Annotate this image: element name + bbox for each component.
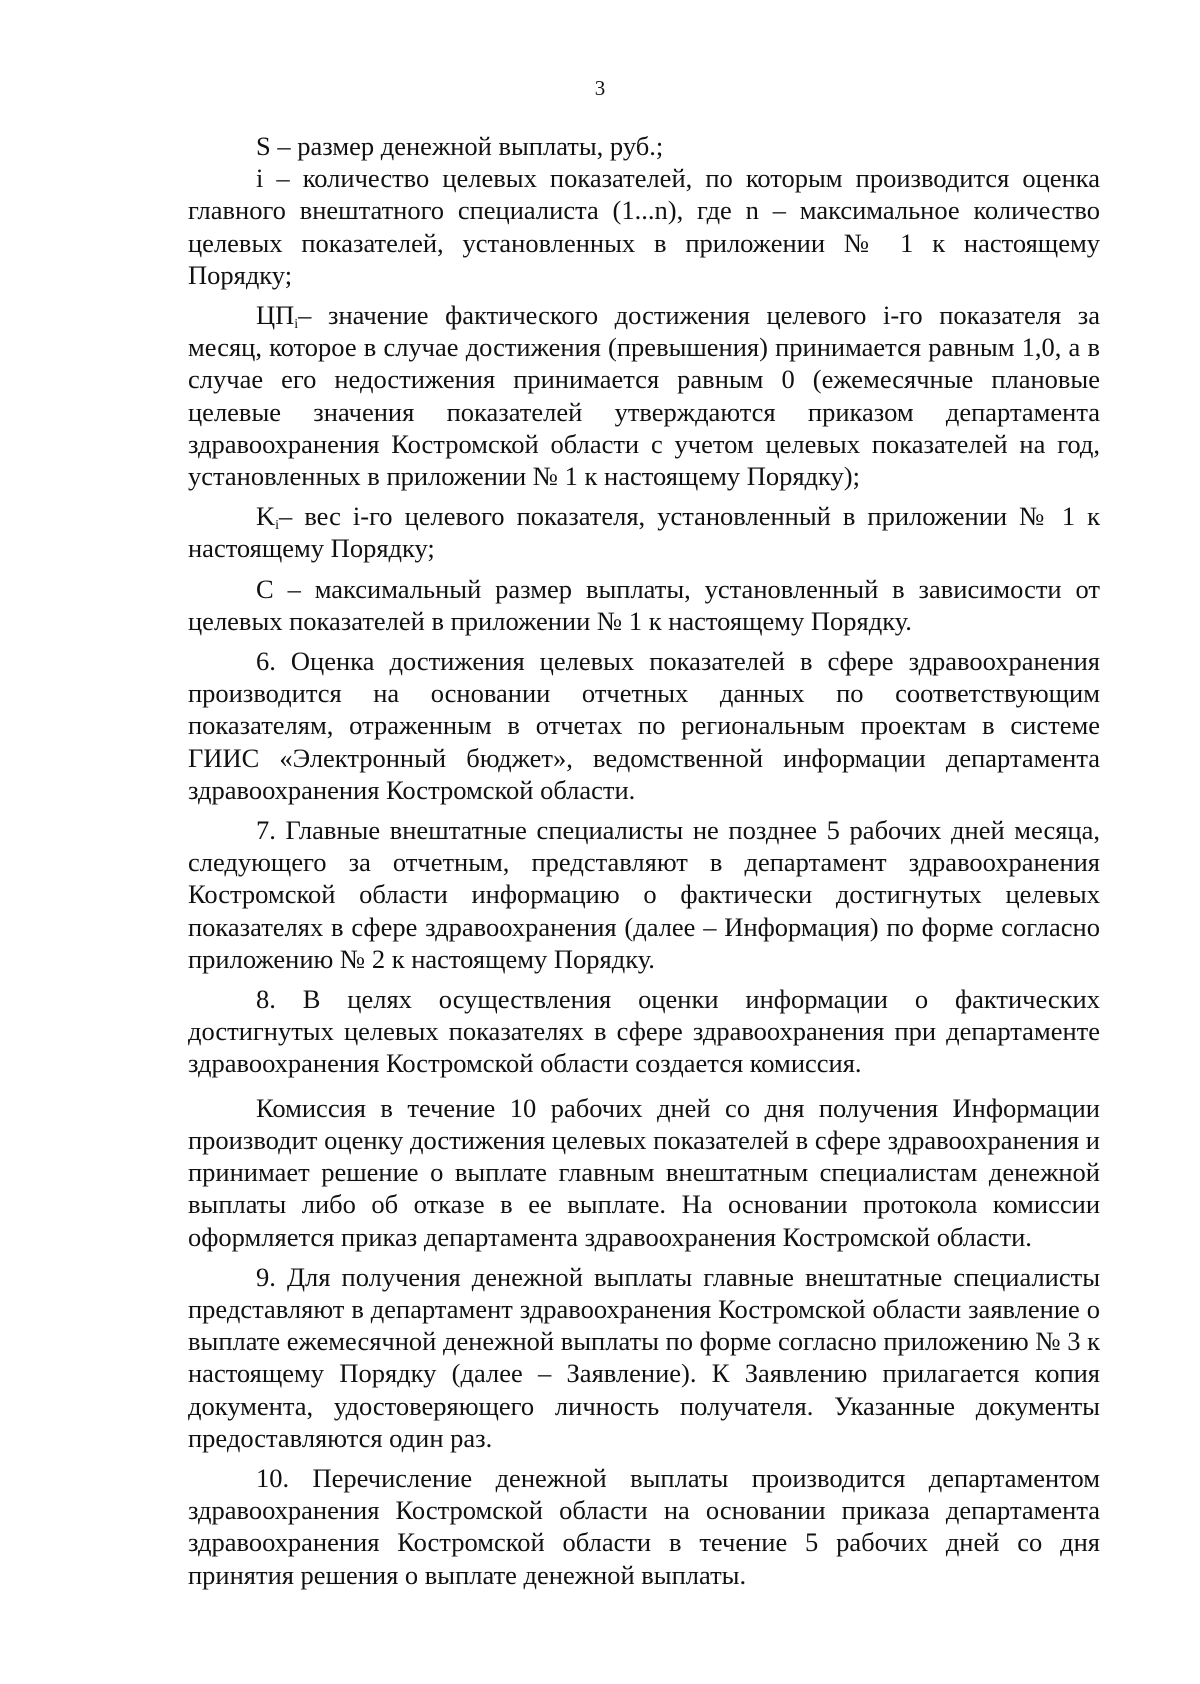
cp-subscript: i xyxy=(294,317,299,333)
paragraph-9: 9. Для получения денежной выплаты главные внештатные специалисты представляют в департамент здравоохранения Костромской области заявление о выплате ежемесячной денежной выплаты по форме согласно приложению № 3 к настоящему Порядку (далее – Заявление). К Заявлению прилагается копия документа, удостоверяющего личность получателя. Указанные документы предоставляются один раз. xyxy=(188,1261,1100,1453)
definition-c: С – максимальный размер выплаты, установленный в зависимости от целевых показателей в приложении № 1 к настоящему Порядку. xyxy=(188,573,1100,636)
k-symbol: K xyxy=(256,501,276,532)
paragraph-6: 6. Оценка достижения целевых показателей в сфере здравоохранения производится на основании отчетных данных по соответствующим показателям, отраженным в отчетах по региональным проектам в системе ГИИС «Электронный бюджет», ведомственной информации департамента здравоохранения Костромской области. xyxy=(188,646,1100,805)
cp-symbol: ЦП xyxy=(256,300,295,331)
page-number: 3 xyxy=(594,76,606,100)
paragraph-10: 10. Перечисление денежной выплаты производится департаментом здравоохранения Костромской области на основании приказа департамента здравоохранения Костромской области в течение 5 рабочих дней со дня принятия решения о выплате денежной выплаты. xyxy=(188,1462,1100,1590)
paragraph-8-commission: Комиссия в течение 10 рабочих дней со дня получения Информации производит оценку достижения целевых показателей в сфере здравоохранения и принимает решение о выплате главным внештатным специалистам денежной выплаты либо об отказе в ее выплате. На основании протокола комиссии оформляется приказ департамента здравоохранения Костромской области. xyxy=(188,1092,1100,1252)
paragraph-8: 8. В целях осуществления оценки информации о фактических достигнутых целевых показателях в сфере здравоохранения при департаменте здравоохранения Костромской области создается комиссия. xyxy=(188,984,1100,1079)
definition-cp xyxy=(188,299,1100,492)
k-subscript: i xyxy=(275,518,280,534)
paragraph-7: 7. Главные внештатные специалисты не позднее 5 рабочих дней месяца, следующего за отчетным, представляют в департамент здравоохранения Костромской области информацию о фактически достигнутых целевых показателях в сфере здравоохранения (далее – Информация) по форме согласно приложению № 2 к настоящему Порядку. xyxy=(188,815,1100,974)
document-body xyxy=(188,130,1100,1591)
definition-k xyxy=(188,500,1100,564)
k-text: – вес i-го целевого показателя, установленный в приложении № 1 к настоящему Порядку; xyxy=(188,501,1100,564)
definition-s: S – размер денежной выплаты, руб.; xyxy=(256,131,664,161)
cp-text: – значение фактического достижения целевого i-го показателя за месяц, которое в случае достижения (превышения) принимается равным 1,0, а в случае его недостижения принимается равным 0 (ежемесячные плановые целевые значения показателей утверждаются приказом департамента здравоохранения Костромской области с учетом целевых показателей на год, установленных в приложении № 1 к настоящему Порядку); xyxy=(188,300,1100,492)
definition-i: i – количество целевых показателей, по которым производится оценка главного внештатного специалиста (1...n), где n – максимальное количество целевых показателей, установленных в приложении № 1 к настоящему Порядку; xyxy=(188,163,1100,290)
